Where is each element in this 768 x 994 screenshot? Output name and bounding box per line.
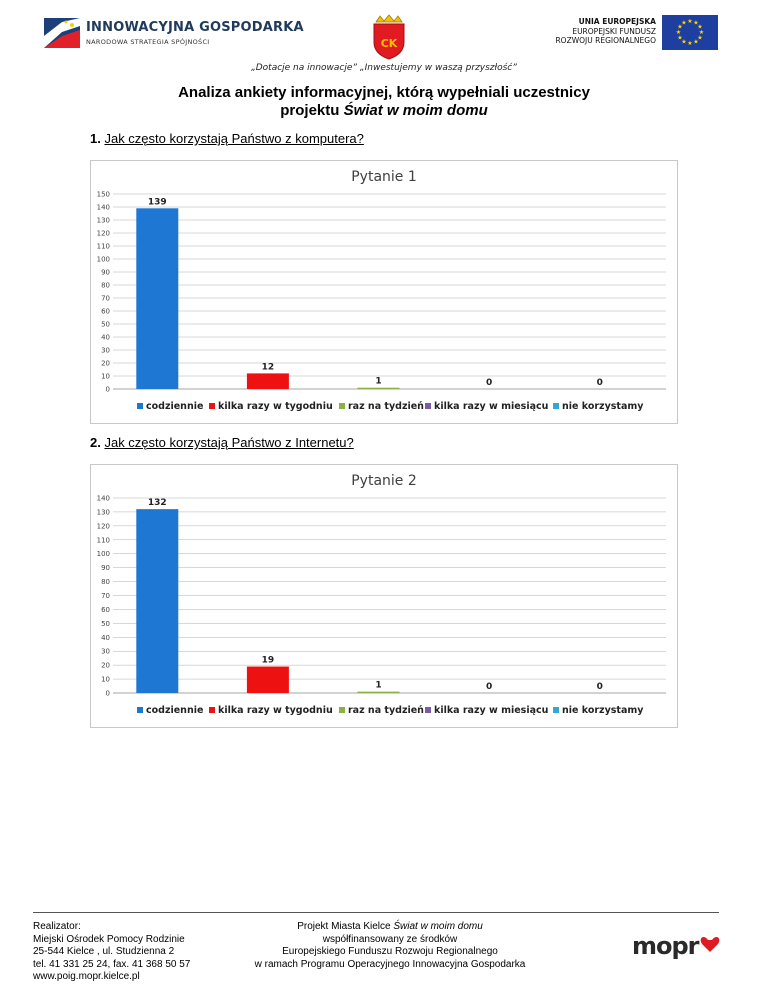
question-2-text: Jak często korzystają Państwo z Internetu? bbox=[104, 435, 354, 450]
question-1-number: 1. bbox=[90, 131, 101, 146]
y-tick-label: 50 bbox=[101, 320, 110, 329]
document-title bbox=[0, 84, 768, 120]
y-tick-label: 20 bbox=[101, 359, 110, 368]
footer-center-prefix: Projekt Miasta Kielce bbox=[297, 921, 394, 932]
question-2-number: 2. bbox=[90, 435, 101, 450]
y-tick-label: 0 bbox=[105, 689, 110, 698]
chart-2-svg bbox=[91, 465, 677, 727]
footer-left-line: 25-544 Kielce , ul. Studzienna 2 bbox=[33, 946, 175, 957]
svg-text:★: ★ bbox=[693, 19, 699, 27]
chart-title: Pytanie 1 bbox=[351, 169, 417, 185]
legend-label: raz na tydzień bbox=[348, 705, 424, 716]
svg-text:★: ★ bbox=[677, 34, 683, 42]
data-label: 19 bbox=[261, 655, 275, 666]
y-tick-label: 60 bbox=[101, 605, 110, 614]
svg-text:★: ★ bbox=[681, 19, 687, 27]
legend-label: codziennie bbox=[146, 401, 204, 412]
y-tick-label: 50 bbox=[101, 619, 110, 628]
legend-swatch bbox=[339, 403, 345, 409]
y-tick-label: 0 bbox=[105, 385, 110, 394]
y-tick-label: 110 bbox=[96, 242, 110, 251]
y-tick-label: 80 bbox=[101, 578, 110, 587]
y-tick-label: 30 bbox=[101, 647, 110, 656]
innowacyjna-gospodarka-logo bbox=[42, 16, 304, 50]
footer-website-link[interactable]: www.poig.mopr.kielce.pl bbox=[33, 971, 140, 982]
legend-label: raz na tydzień bbox=[348, 401, 424, 412]
svg-text:★: ★ bbox=[697, 23, 703, 31]
y-tick-label: 10 bbox=[101, 372, 110, 381]
y-tick-label: 120 bbox=[96, 522, 110, 531]
svg-text:★: ★ bbox=[675, 29, 682, 36]
y-tick-label: 70 bbox=[101, 294, 110, 303]
y-tick-label: 90 bbox=[101, 268, 110, 277]
y-tick-label: 100 bbox=[96, 550, 110, 559]
footer-center-line-1 bbox=[232, 921, 548, 934]
y-tick-label: 80 bbox=[101, 281, 110, 290]
legend-label: codziennie bbox=[146, 705, 204, 716]
y-tick-label: 140 bbox=[96, 203, 110, 212]
eu-line-2: EUROPEJSKI FUNDUSZ bbox=[572, 26, 656, 36]
mopr-logo-icon bbox=[630, 930, 726, 962]
svg-text:★: ★ bbox=[677, 23, 683, 31]
data-label: 1 bbox=[375, 376, 382, 387]
svg-text:★: ★ bbox=[698, 29, 705, 36]
legend-swatch bbox=[425, 707, 431, 713]
y-tick-label: 60 bbox=[101, 307, 110, 316]
y-tick-label: 40 bbox=[101, 633, 110, 642]
chart-pytanie-2 bbox=[90, 464, 678, 728]
data-label: 132 bbox=[147, 498, 167, 509]
bar-2 bbox=[247, 667, 289, 693]
y-tick-label: 40 bbox=[101, 333, 110, 342]
y-tick-label: 70 bbox=[101, 592, 110, 600]
y-tick-label: 20 bbox=[101, 661, 110, 670]
y-tick-label: 100 bbox=[96, 255, 110, 264]
bar-3 bbox=[358, 388, 400, 389]
data-label: 0 bbox=[596, 378, 603, 388]
footer-project-info bbox=[232, 921, 548, 971]
legend-label: kilka razy w tygodniu bbox=[218, 401, 333, 412]
chart-title: Pytanie 2 bbox=[351, 473, 417, 489]
legend-label: kilka razy w miesiącu bbox=[434, 705, 549, 716]
bar-1 bbox=[136, 208, 178, 389]
project-name: Świat w moim domu bbox=[343, 102, 488, 119]
footer-left-line: tel. 41 331 25 24, fax. 41 368 50 57 bbox=[33, 958, 191, 970]
y-tick-label: 130 bbox=[96, 508, 110, 517]
legend-swatch bbox=[137, 707, 143, 713]
legend-label: kilka razy w tygodniu bbox=[218, 705, 333, 716]
ig-flag-icon bbox=[42, 16, 82, 50]
legend-swatch bbox=[137, 403, 143, 409]
bar-1 bbox=[136, 509, 178, 693]
svg-text:★: ★ bbox=[687, 18, 693, 25]
kielce-crest-logo bbox=[370, 14, 408, 60]
y-tick-label: 130 bbox=[96, 216, 110, 225]
bar-2 bbox=[247, 373, 289, 389]
title-line-2-prefix: projektu bbox=[280, 102, 344, 119]
slogan: „Dotacje na innowacje” „Inwestujemy w waszą przyszłość” bbox=[251, 63, 517, 73]
y-tick-label: 150 bbox=[96, 190, 110, 199]
data-label: 0 bbox=[596, 682, 603, 692]
legend-label: nie korzystamy bbox=[562, 401, 644, 412]
eu-flag-icon bbox=[662, 15, 718, 50]
mopr-logo-text: mopr bbox=[632, 932, 699, 960]
ig-logo-subtitle: NARODOWA STRATEGIA SPÓJNOŚCI bbox=[86, 38, 210, 46]
footer-center-line-2: współfinansowany ze środków bbox=[322, 933, 458, 945]
footer-left-line: Realizator: bbox=[33, 921, 81, 932]
y-tick-label: 10 bbox=[101, 675, 110, 684]
footer-center-line-4: w ramach Programu Operacyjnego Innowacyjna Gospodarka bbox=[254, 958, 526, 970]
title-line-1: Analiza ankiety informacyjnej, którą wypełniali uczestnicy bbox=[178, 84, 590, 101]
legend-label: nie korzystamy bbox=[562, 705, 644, 716]
chart-pytanie-1 bbox=[90, 160, 678, 424]
legend-swatch bbox=[553, 707, 559, 713]
data-label: 139 bbox=[147, 197, 167, 208]
question-2 bbox=[90, 435, 354, 450]
y-tick-label: 140 bbox=[96, 494, 110, 503]
legend-swatch bbox=[553, 403, 559, 409]
footer-project-name: Świat w moim domu bbox=[393, 921, 483, 932]
footer-contact bbox=[33, 921, 190, 984]
title-line-2 bbox=[0, 102, 768, 120]
data-label: 0 bbox=[485, 682, 493, 692]
crest-text: CK bbox=[380, 37, 398, 50]
question-1-text: Jak często korzystają Państwo z komputera? bbox=[104, 131, 364, 146]
question-1 bbox=[90, 131, 364, 146]
svg-text:★: ★ bbox=[693, 38, 699, 46]
bar-3 bbox=[358, 692, 400, 693]
eu-label bbox=[555, 17, 656, 46]
legend-label: kilka razy w miesiącu bbox=[434, 401, 549, 412]
legend-swatch bbox=[339, 707, 345, 713]
data-label: 12 bbox=[261, 362, 275, 373]
legend-swatch bbox=[425, 403, 431, 409]
legend-swatch bbox=[209, 707, 215, 713]
mopr-logo bbox=[630, 930, 726, 962]
footer-divider bbox=[33, 912, 719, 913]
legend-swatch bbox=[209, 403, 215, 409]
y-tick-label: 110 bbox=[96, 536, 110, 545]
y-tick-label: 120 bbox=[96, 229, 110, 238]
y-tick-label: 30 bbox=[101, 346, 110, 355]
footer-left-line: Miejski Ośrodek Pomocy Rodzinie bbox=[33, 933, 185, 945]
ig-logo-title: INNOWACYJNA GOSPODARKA bbox=[86, 20, 304, 35]
svg-text:★: ★ bbox=[697, 34, 703, 42]
y-tick-label: 90 bbox=[101, 564, 110, 573]
svg-text:★: ★ bbox=[687, 40, 693, 47]
eu-line-1: UNIA EUROPEJSKA bbox=[578, 17, 656, 26]
svg-text:★: ★ bbox=[681, 38, 687, 46]
data-label: 0 bbox=[485, 378, 493, 388]
footer-center-line-3: Europejskiego Funduszu Rozwoju Regionalnego bbox=[282, 946, 498, 957]
chart-1-svg bbox=[91, 161, 677, 423]
eu-line-3: ROZWOJU REGIONALNEGO bbox=[555, 36, 656, 45]
crest-icon bbox=[370, 14, 408, 60]
data-label: 1 bbox=[375, 680, 382, 691]
